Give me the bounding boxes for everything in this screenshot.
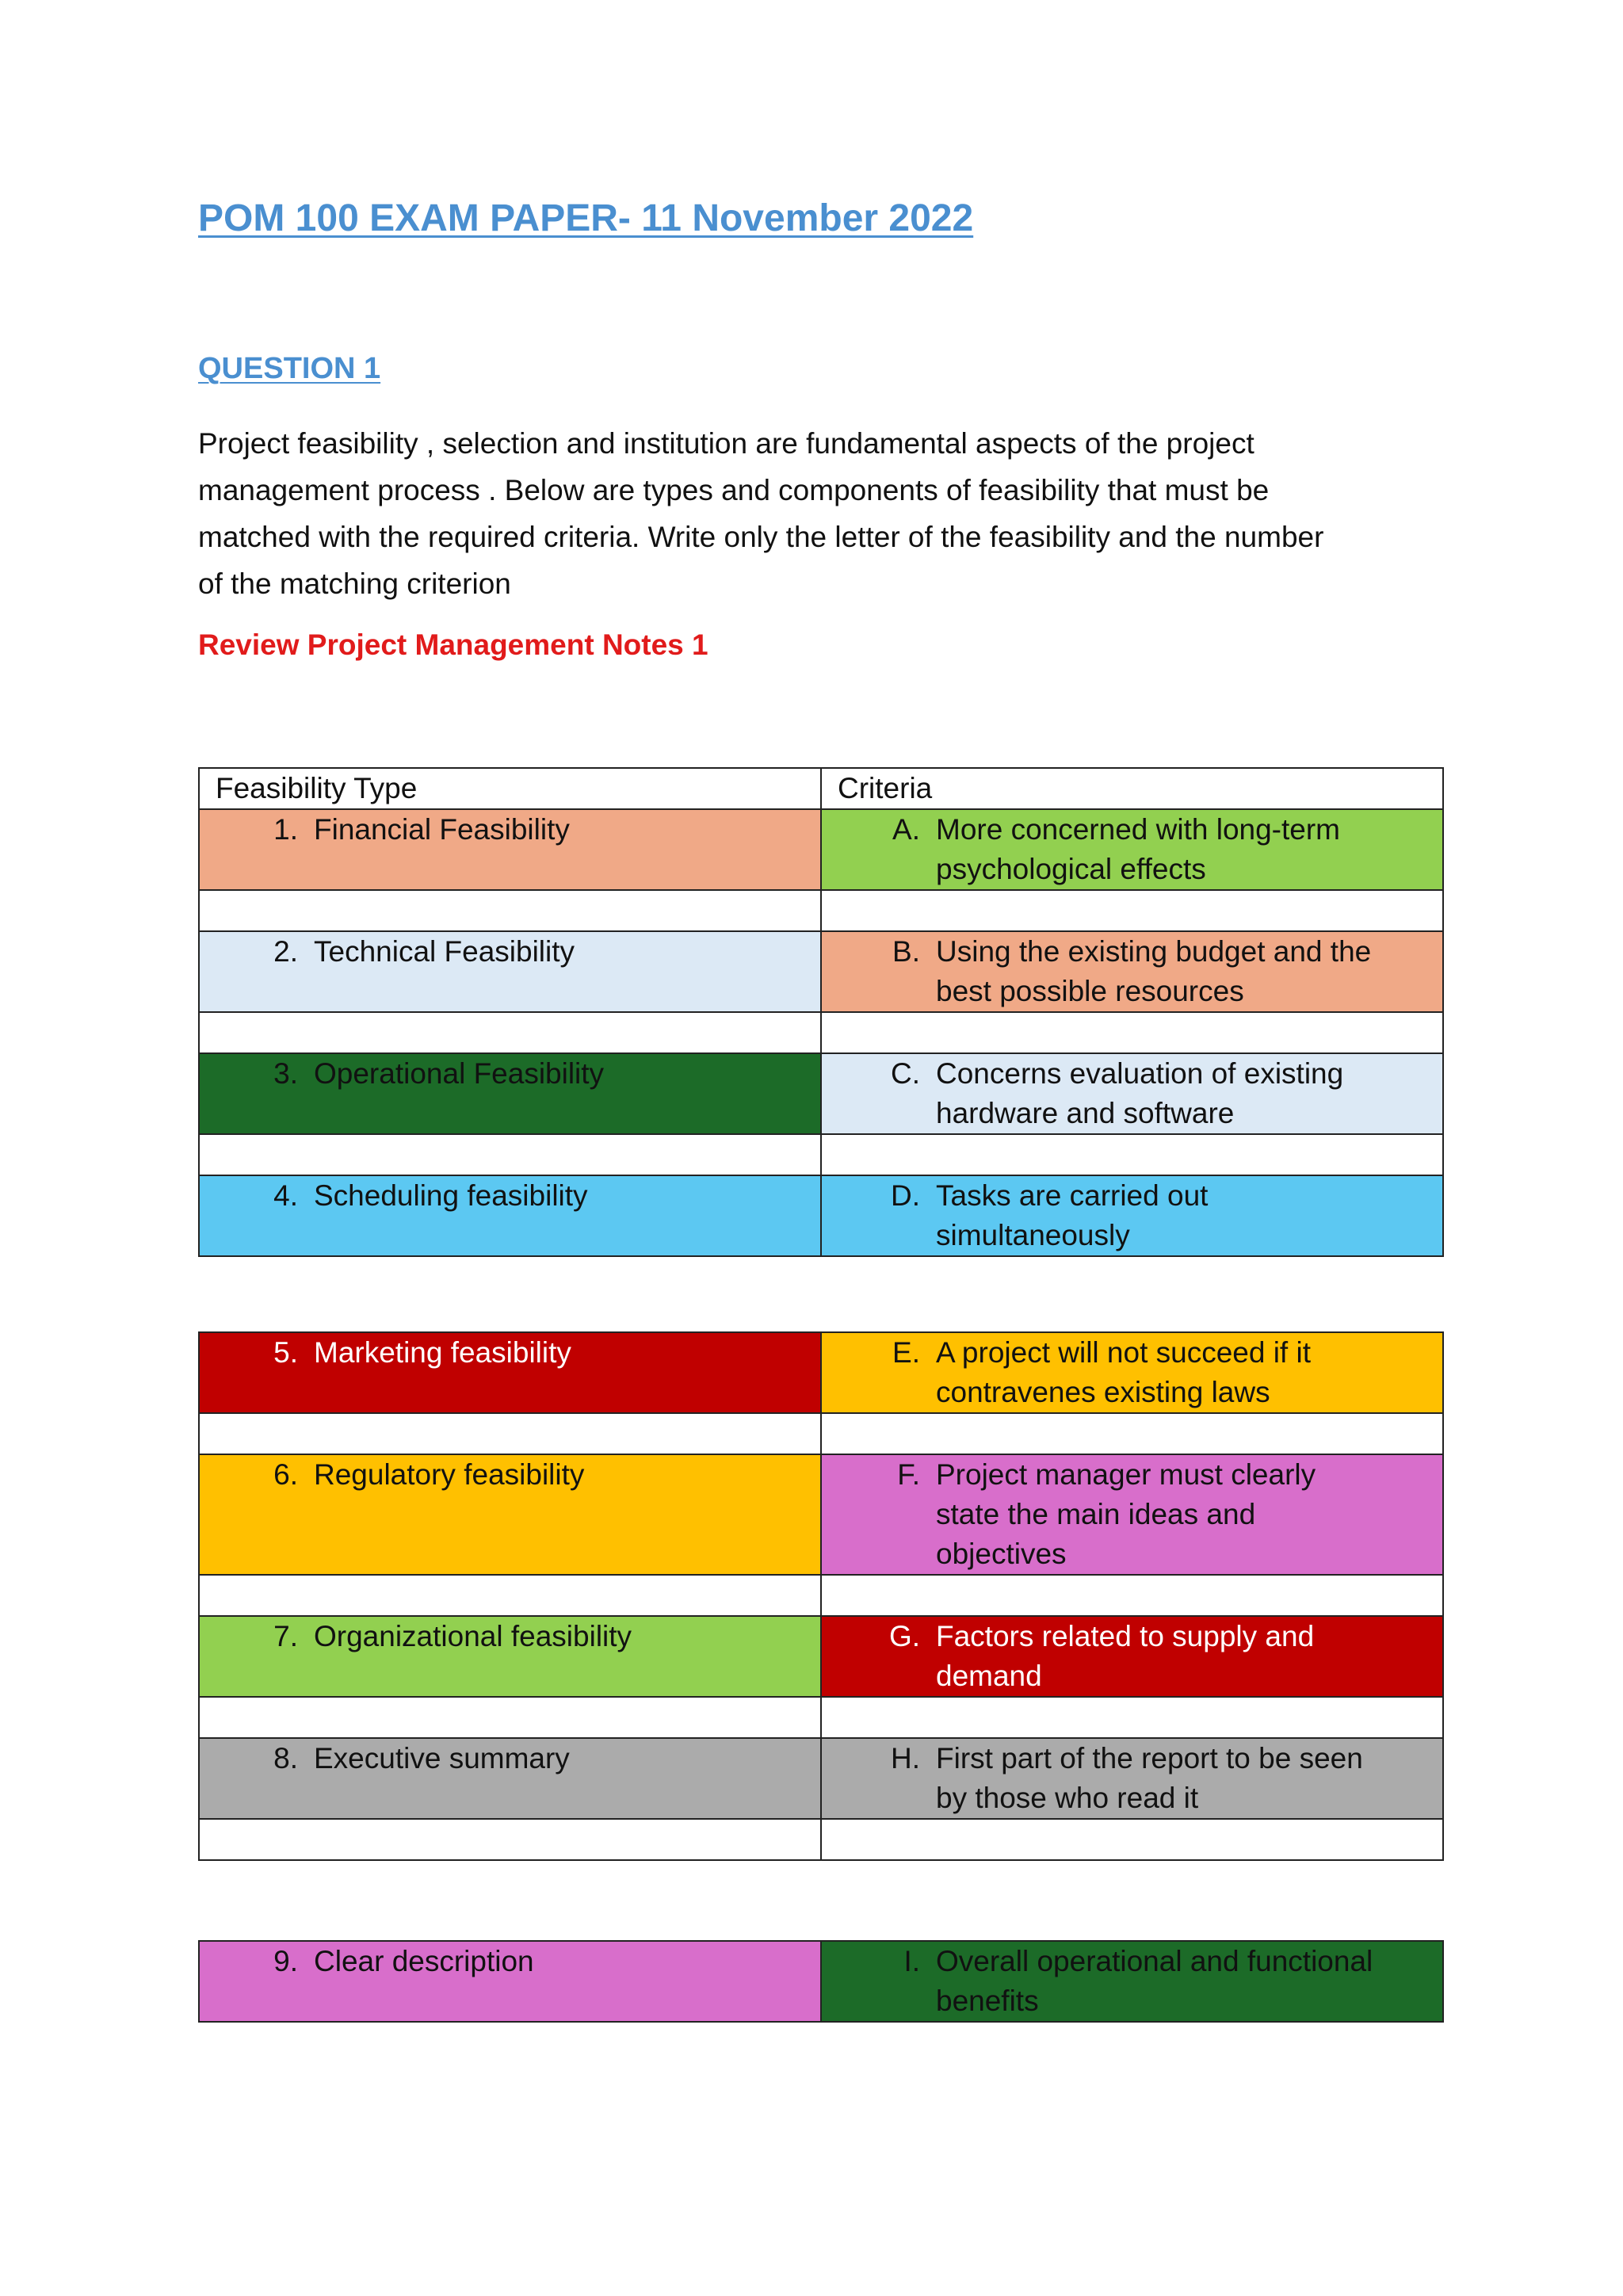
item-number: 3.: [273, 1057, 298, 1090]
table-row: [199, 1738, 1443, 1819]
feasibility-cell: [199, 1941, 821, 2022]
spacer-row: [199, 890, 1443, 931]
intro-line: management process . Below are types and components of feasibility that must be: [198, 474, 1270, 506]
table-row: [199, 1175, 1443, 1256]
spacer-row: [199, 1413, 1443, 1454]
feasibility-cell: [199, 1738, 821, 1819]
criteria-cell: [821, 1332, 1443, 1413]
feasibility-type-label: Operational Feasibility: [314, 1057, 605, 1090]
feasibility-type-label: Technical Feasibility: [314, 935, 575, 968]
spacer-row: [199, 1697, 1443, 1738]
feasibility-type-label: Marketing feasibility: [314, 1336, 571, 1369]
feasibility-cell: [199, 931, 821, 1012]
spacer-row: [199, 1575, 1443, 1616]
criteria-cell: [821, 1053, 1443, 1134]
item-letter: E.: [892, 1336, 920, 1369]
feasibility-cell: [199, 1053, 821, 1134]
document-title: POM 100 EXAM PAPER- 11 November 2022: [198, 197, 974, 239]
item-number: 7.: [273, 1620, 298, 1652]
item-number: 2.: [273, 935, 298, 968]
feasibility-cell: [199, 1332, 821, 1413]
matching-table-part-1: [198, 767, 1444, 1257]
criteria-text: First part of the report to be seen by those who read it: [936, 1742, 1363, 1814]
table-row: [199, 1454, 1443, 1575]
table-row: [199, 1053, 1443, 1134]
table-row: [199, 1616, 1443, 1697]
criteria-text: Concerns evaluation of existing hardware and software: [936, 1057, 1344, 1129]
feasibility-cell: [199, 1616, 821, 1697]
criteria-text: More concerned with long-term psychological effects: [936, 813, 1340, 885]
feasibility-type-label: Financial Feasibility: [314, 813, 570, 846]
item-letter: B.: [892, 935, 920, 968]
item-letter: D.: [891, 1179, 920, 1212]
criteria-text: Overall operational and functional benefits: [936, 1945, 1373, 2017]
feasibility-type-label: Regulatory feasibility: [314, 1458, 585, 1491]
spacer-row: [199, 1012, 1443, 1053]
feasibility-type-label: Scheduling feasibility: [314, 1179, 588, 1212]
table-row: [199, 1941, 1443, 2022]
criteria-text: Tasks are carried out simultaneously: [936, 1179, 1209, 1251]
spacer-row: [199, 1134, 1443, 1175]
table-row: [199, 1332, 1443, 1413]
item-letter: C.: [891, 1057, 920, 1090]
item-number: 8.: [273, 1742, 298, 1775]
criteria-cell: [821, 931, 1443, 1012]
item-letter: H.: [891, 1742, 920, 1775]
criteria-text: Using the existing budget and the best possible resources: [936, 935, 1372, 1007]
header-criteria: Criteria: [821, 768, 1443, 809]
intro-line: Project feasibility , selection and institution are fundamental aspects of the project: [198, 427, 1254, 460]
criteria-text: A project will not succeed if it contravenes existing laws: [936, 1336, 1311, 1408]
criteria-cell: [821, 1175, 1443, 1256]
spacer-row: [199, 1819, 1443, 1860]
feasibility-type-label: Organizational feasibility: [314, 1620, 632, 1652]
item-letter: A.: [892, 813, 920, 846]
criteria-cell: [821, 1454, 1443, 1575]
item-letter: G.: [888, 1620, 920, 1652]
item-number: 5.: [273, 1336, 298, 1369]
criteria-cell: [821, 809, 1443, 890]
item-number: 4.: [273, 1179, 298, 1212]
intro-line: matched with the required criteria. Write only the letter of the feasibility and the number: [198, 521, 1324, 553]
item-letter: F.: [897, 1458, 920, 1491]
criteria-cell: [821, 1941, 1443, 2022]
feasibility-cell: [199, 1175, 821, 1256]
table-row: [199, 931, 1443, 1012]
table-row: [199, 809, 1443, 890]
question-intro: [198, 420, 1458, 607]
item-letter: I.: [903, 1945, 920, 1977]
review-note: Review Project Management Notes 1: [198, 628, 708, 661]
feasibility-cell: [199, 809, 821, 890]
matching-table-part-2: [198, 1331, 1444, 1861]
question-heading: QUESTION 1: [198, 352, 381, 385]
item-number: 1.: [273, 813, 298, 846]
item-number: 6.: [273, 1458, 298, 1491]
feasibility-type-label: Executive summary: [314, 1742, 570, 1775]
matching-table-part-3: [198, 1940, 1444, 2023]
criteria-cell: [821, 1616, 1443, 1697]
header-feasibility-type: Feasibility Type: [199, 768, 821, 809]
table-header-row: [199, 768, 1443, 809]
item-number: 9.: [273, 1945, 298, 1977]
feasibility-type-label: Clear description: [314, 1945, 534, 1977]
intro-line: of the matching criterion: [198, 567, 511, 600]
feasibility-cell: [199, 1454, 821, 1575]
criteria-cell: [821, 1738, 1443, 1819]
criteria-text: Project manager must clearly state the main ideas and objectives: [936, 1458, 1316, 1570]
criteria-text: Factors related to supply and demand: [936, 1620, 1315, 1692]
